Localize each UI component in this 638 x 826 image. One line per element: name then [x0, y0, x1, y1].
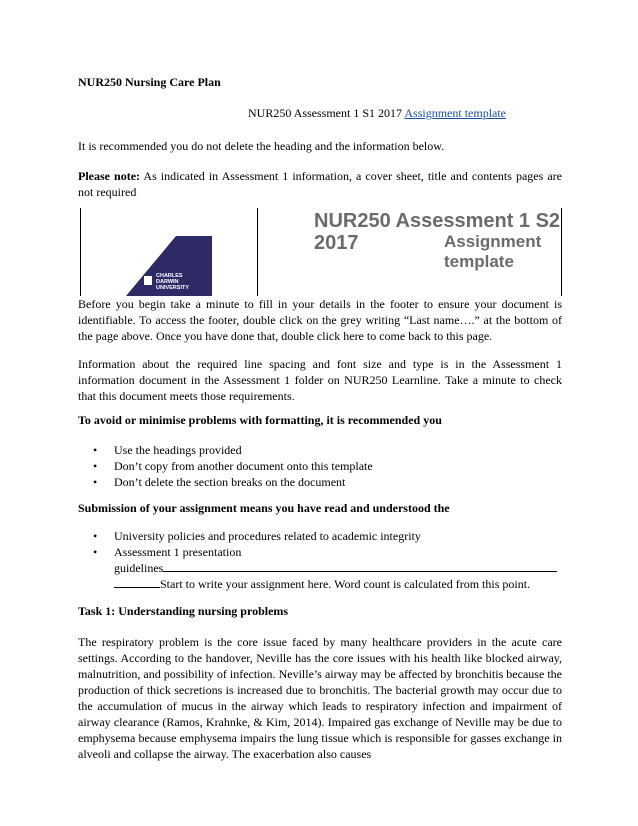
list-item: • Assessment 1 presentation — [93, 545, 242, 559]
bullet-icon: • — [93, 545, 98, 559]
bullet-icon: • — [93, 459, 98, 473]
info-paragraph: Information about the required line spacing and font size and type is in the Assessment 1 information document in the Assessment 1 folder on NUR250 Learnline. Take a minute to check that this document meets those requirements. — [78, 357, 562, 403]
note-paragraph — [78, 168, 562, 200]
list-item[interactable] — [78, 576, 562, 592]
assignment-template-link[interactable]: Assignment template — [404, 106, 507, 120]
list-item: • Use the headings provided — [93, 443, 242, 457]
header-subtitle: Assignment template — [444, 232, 542, 271]
template-prefix: NUR250 Assessment 1 S1 2017 — [248, 106, 405, 120]
list-item: • Don’t copy from another document onto this template — [93, 459, 373, 473]
intro-text: It is recommended you do not delete the heading and the information below. — [78, 139, 445, 153]
submission-list — [78, 528, 562, 592]
note-label: Please note: — [78, 169, 141, 183]
submission-heading: Submission of your assignment means you have read and understood the — [78, 501, 450, 515]
start-writing-text: Start to write your assignment here. Word count is calculated from this point. — [160, 577, 531, 591]
formatting-list — [78, 442, 562, 490]
task-paragraph: The respiratory problem is the core issue faced by many healthcare providers in the acute care settings. According to the handover, Neville has the core issues with his health like blocked airway, malnutrition, and possibility of infection. Neville’s airway may be affected by bronchitis because the production of thick secretions is increased due to bronchitis. The bacterial growth may occur due to the accumulation of mucus in the airway which leads to respiratory infection and impairment of airway clearance (Ramos, Krahnke, & Kim, 2014). Impaired gas exchange of Neville may be due to emphysema because emphysema impairs the lung tissue which is responsible for gasses exchange in alveoli and collapse the airway. The exacerbation also causes — [78, 635, 562, 761]
note-text: As indicated in Assessment 1 information, a cover sheet, title and contents pages are not required — [78, 169, 562, 199]
start-underline — [114, 576, 160, 588]
list-item — [78, 560, 562, 576]
bullet-icon: • — [93, 475, 98, 489]
left-border — [80, 208, 81, 296]
middle-border — [257, 208, 258, 296]
header-image[interactable] — [78, 208, 562, 296]
template-line — [248, 105, 506, 121]
document-title: NUR250 Nursing Care Plan — [78, 75, 221, 89]
guidelines-underline — [163, 560, 557, 572]
logo-crest-icon — [144, 276, 152, 285]
formatting-heading: To avoid or minimise problems with formatting, it is recommended you — [78, 413, 442, 427]
bullet-icon: • — [93, 443, 98, 457]
cdu-logo — [116, 236, 212, 296]
list-item: • Don’t delete the section breaks on the document — [93, 475, 346, 489]
task-heading: Task 1: Understanding nursing problems — [78, 604, 289, 618]
footer-instructions: Before you begin take a minute to fill in your details in the footer to ensure your document is identifiable. To access the footer, double click on the grey writing “Last name….” at the bottom of the page above. Once you have done that, double click here to come back to this page. — [78, 297, 562, 343]
list-item: • University policies and procedures related to academic integrity — [93, 529, 421, 543]
header-title: NUR250 Assessment 1 S2 2017 — [314, 210, 561, 254]
logo-text-2: DARWIN — [156, 279, 179, 285]
logo-text-3: UNIVERSITY — [156, 285, 190, 291]
bullet-icon: • — [93, 529, 98, 543]
guidelines-word: guidelines — [114, 561, 164, 575]
logo-text-1: CHARLES — [156, 273, 183, 279]
